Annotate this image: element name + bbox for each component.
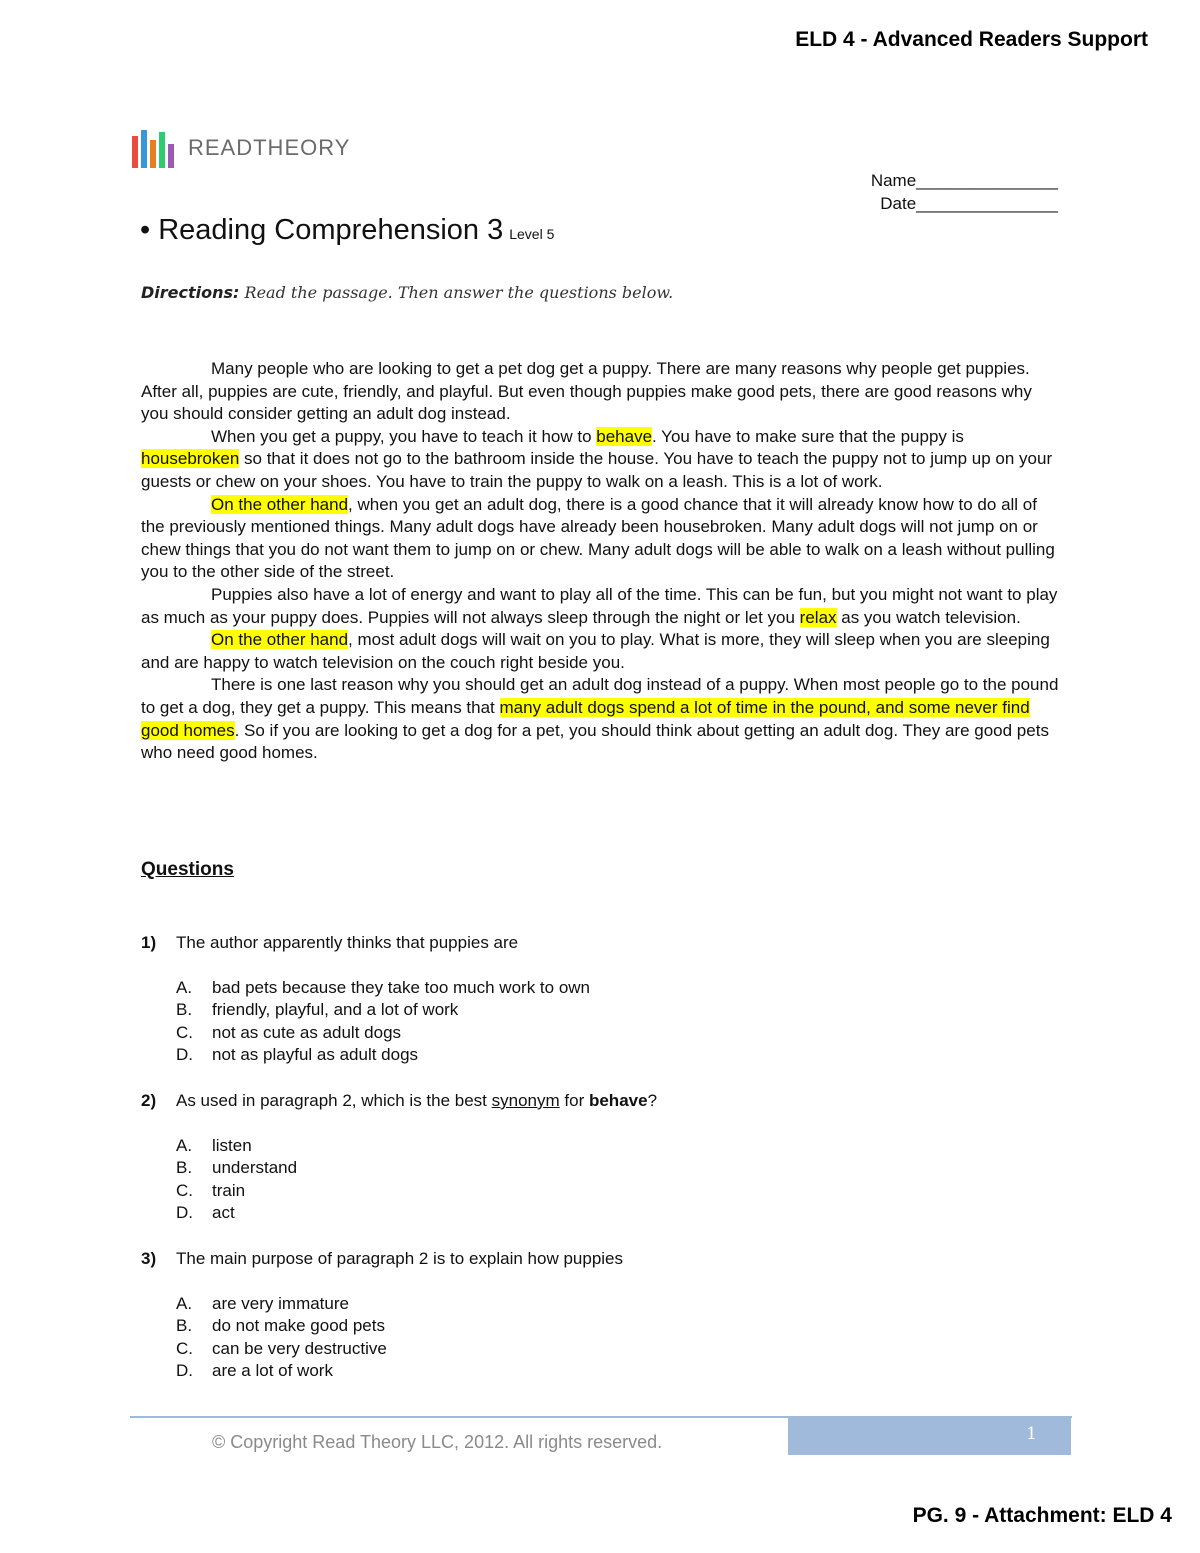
page-number: 1 [1026, 1424, 1037, 1444]
directions [141, 283, 673, 302]
p4-text-b: as you watch television. [836, 607, 1021, 627]
highlight-behave: behave [596, 426, 653, 446]
option-text: understand [212, 1158, 298, 1178]
option-letter: A. [176, 977, 193, 997]
question-number: 1) [141, 933, 157, 952]
date-field: Date_______________ [880, 194, 1058, 213]
option-letter: C. [176, 1338, 193, 1358]
option-letter: C. [176, 1022, 193, 1042]
title-level: Level 5 [509, 226, 555, 242]
p6-text-b: . So if you are looking to get a dog for a pet, you should think about getting an adult dog. They are good pets who need good homes. [141, 720, 1049, 763]
reading-passage [141, 358, 1061, 765]
name-field: Name_______________ [870, 171, 1058, 190]
option-letter: A. [176, 1293, 193, 1313]
copyright-notice: © Copyright Read Theory LLC, 2012. All rights reserved. [212, 1432, 663, 1452]
paragraph-3 [141, 494, 1061, 584]
question-text: The author apparently thinks that puppies are [176, 933, 519, 952]
option-letter: B. [176, 1316, 193, 1336]
option-text: listen [212, 1135, 252, 1155]
page-number-box [788, 1418, 1071, 1455]
highlight-relax: relax [799, 607, 837, 627]
option-letter: C. [176, 1180, 193, 1200]
option-d[interactable] [176, 1202, 1061, 1225]
option-text: are a lot of work [212, 1361, 333, 1381]
option-letter: A. [176, 1135, 193, 1155]
option-letter: D. [176, 1361, 193, 1381]
title-main: • Reading Comprehension 3 [140, 214, 504, 246]
option-letter: B. [176, 1158, 193, 1178]
readtheory-logo [132, 128, 350, 168]
highlight-other-hand-2: On the other hand [211, 630, 349, 650]
question-text-c: ? [647, 1091, 658, 1110]
question-text-a: As used in paragraph 2, which is the best [176, 1091, 492, 1110]
p3-text: , when you get an adult dog, there is a good chance that it will already know how to do all of the previously mentioned things. Many adult dogs have already been housebroken. Many adult dogs will not jump on or chew things that you do not want them to jump on or chew. Many adult dogs will be able to walk on a leash without pulling you to the other side of the street. [141, 494, 1055, 582]
highlight-housebroken: housebroken [141, 449, 240, 469]
question-text-bold: behave [588, 1091, 648, 1110]
option-b[interactable] [176, 1315, 1061, 1338]
option-d[interactable] [176, 1044, 1061, 1067]
option-letter: D. [176, 1203, 193, 1223]
document-header: ELD 4 - Advanced Readers Support [795, 28, 1148, 51]
question-3 [141, 1248, 1061, 1383]
option-b[interactable] [176, 999, 1061, 1022]
question-number: 3) [141, 1249, 157, 1268]
paragraph-5 [141, 629, 1061, 674]
question-2 [141, 1090, 1061, 1225]
page-title [140, 214, 554, 247]
question-text: The main purpose of paragraph 2 is to explain how puppies [176, 1249, 624, 1268]
p2-text-b: . You have to make sure that the puppy is [652, 426, 964, 446]
option-text: train [212, 1180, 246, 1200]
p5-text: , most adult dogs will wait on you to play. What is more, they will sleep when you are sleeping and are happy to watch television on the couch right beside you. [141, 630, 1050, 672]
option-text: not as playful as adult dogs [212, 1045, 419, 1065]
option-letter: D. [176, 1045, 193, 1065]
option-b[interactable] [176, 1157, 1061, 1180]
question-1 [141, 932, 1061, 1067]
paragraph-4 [141, 584, 1061, 629]
option-a[interactable] [176, 1135, 1061, 1158]
logo-bars-icon [132, 128, 174, 168]
paragraph-1: Many people who are looking to get a pet dog get a puppy. There are many reasons why people get puppies. After all, puppies are cute, friendly, and playful. But even though puppies make good pets, there are good reasons why you should consider getting an adult dog instead. [141, 359, 1032, 424]
question-number: 2) [141, 1091, 157, 1110]
name-date-block [832, 169, 1058, 215]
questions-heading: Questions [141, 859, 234, 880]
option-text: not as cute as adult dogs [212, 1022, 402, 1042]
p2-text-a: When you get a puppy, you have to teach it how to [211, 426, 597, 446]
p2-text-c: so that it does not go to the bathroom inside the house. You have to teach the puppy not to jump up on your guests or chew on your shoes. You have to train the puppy to walk on a leash. This is a lot of work. [141, 449, 1053, 491]
option-text: friendly, playful, and a lot of work [212, 1000, 459, 1020]
option-letter: B. [176, 1000, 193, 1020]
option-text: act [212, 1203, 235, 1223]
option-a[interactable] [176, 1293, 1061, 1316]
logo-text: READTHEORY [188, 135, 351, 160]
p6-text-a: There is one last reason why you should get an adult dog instead of a puppy. When most people go to the pound to get a dog, they get a puppy. This means that [141, 675, 1059, 717]
highlight-other-hand-1: On the other hand [211, 494, 349, 514]
option-text: can be very destructive [212, 1338, 387, 1358]
option-c[interactable] [176, 1022, 1061, 1045]
option-a[interactable] [176, 977, 1061, 1000]
option-text: bad pets because they take too much work to own [212, 977, 591, 997]
directions-label: Directions: [141, 283, 240, 302]
option-text: are very immature [212, 1293, 349, 1313]
question-text-underlined: synonym [491, 1091, 560, 1110]
option-c[interactable] [176, 1338, 1061, 1361]
option-c[interactable] [176, 1180, 1061, 1203]
highlight-pound: many adult dogs spend a lot of time in the pound, and some never find good homes [141, 697, 1030, 740]
paragraph-6 [141, 674, 1061, 764]
attachment-label: PG. 9 - Attachment: ELD 4 [912, 1504, 1172, 1527]
p4-text-a: Puppies also have a lot of energy and want to play all of the time. This can be fun, but you might not want to play as much as your puppy does. Puppies will not always sleep through the night or let you [141, 584, 1058, 627]
directions-text: Read the passage. Then answer the questions below. [244, 283, 674, 302]
question-text-b: for [559, 1091, 589, 1110]
option-d[interactable] [176, 1360, 1061, 1383]
paragraph-2 [141, 426, 1061, 494]
option-text: do not make good pets [212, 1316, 385, 1336]
